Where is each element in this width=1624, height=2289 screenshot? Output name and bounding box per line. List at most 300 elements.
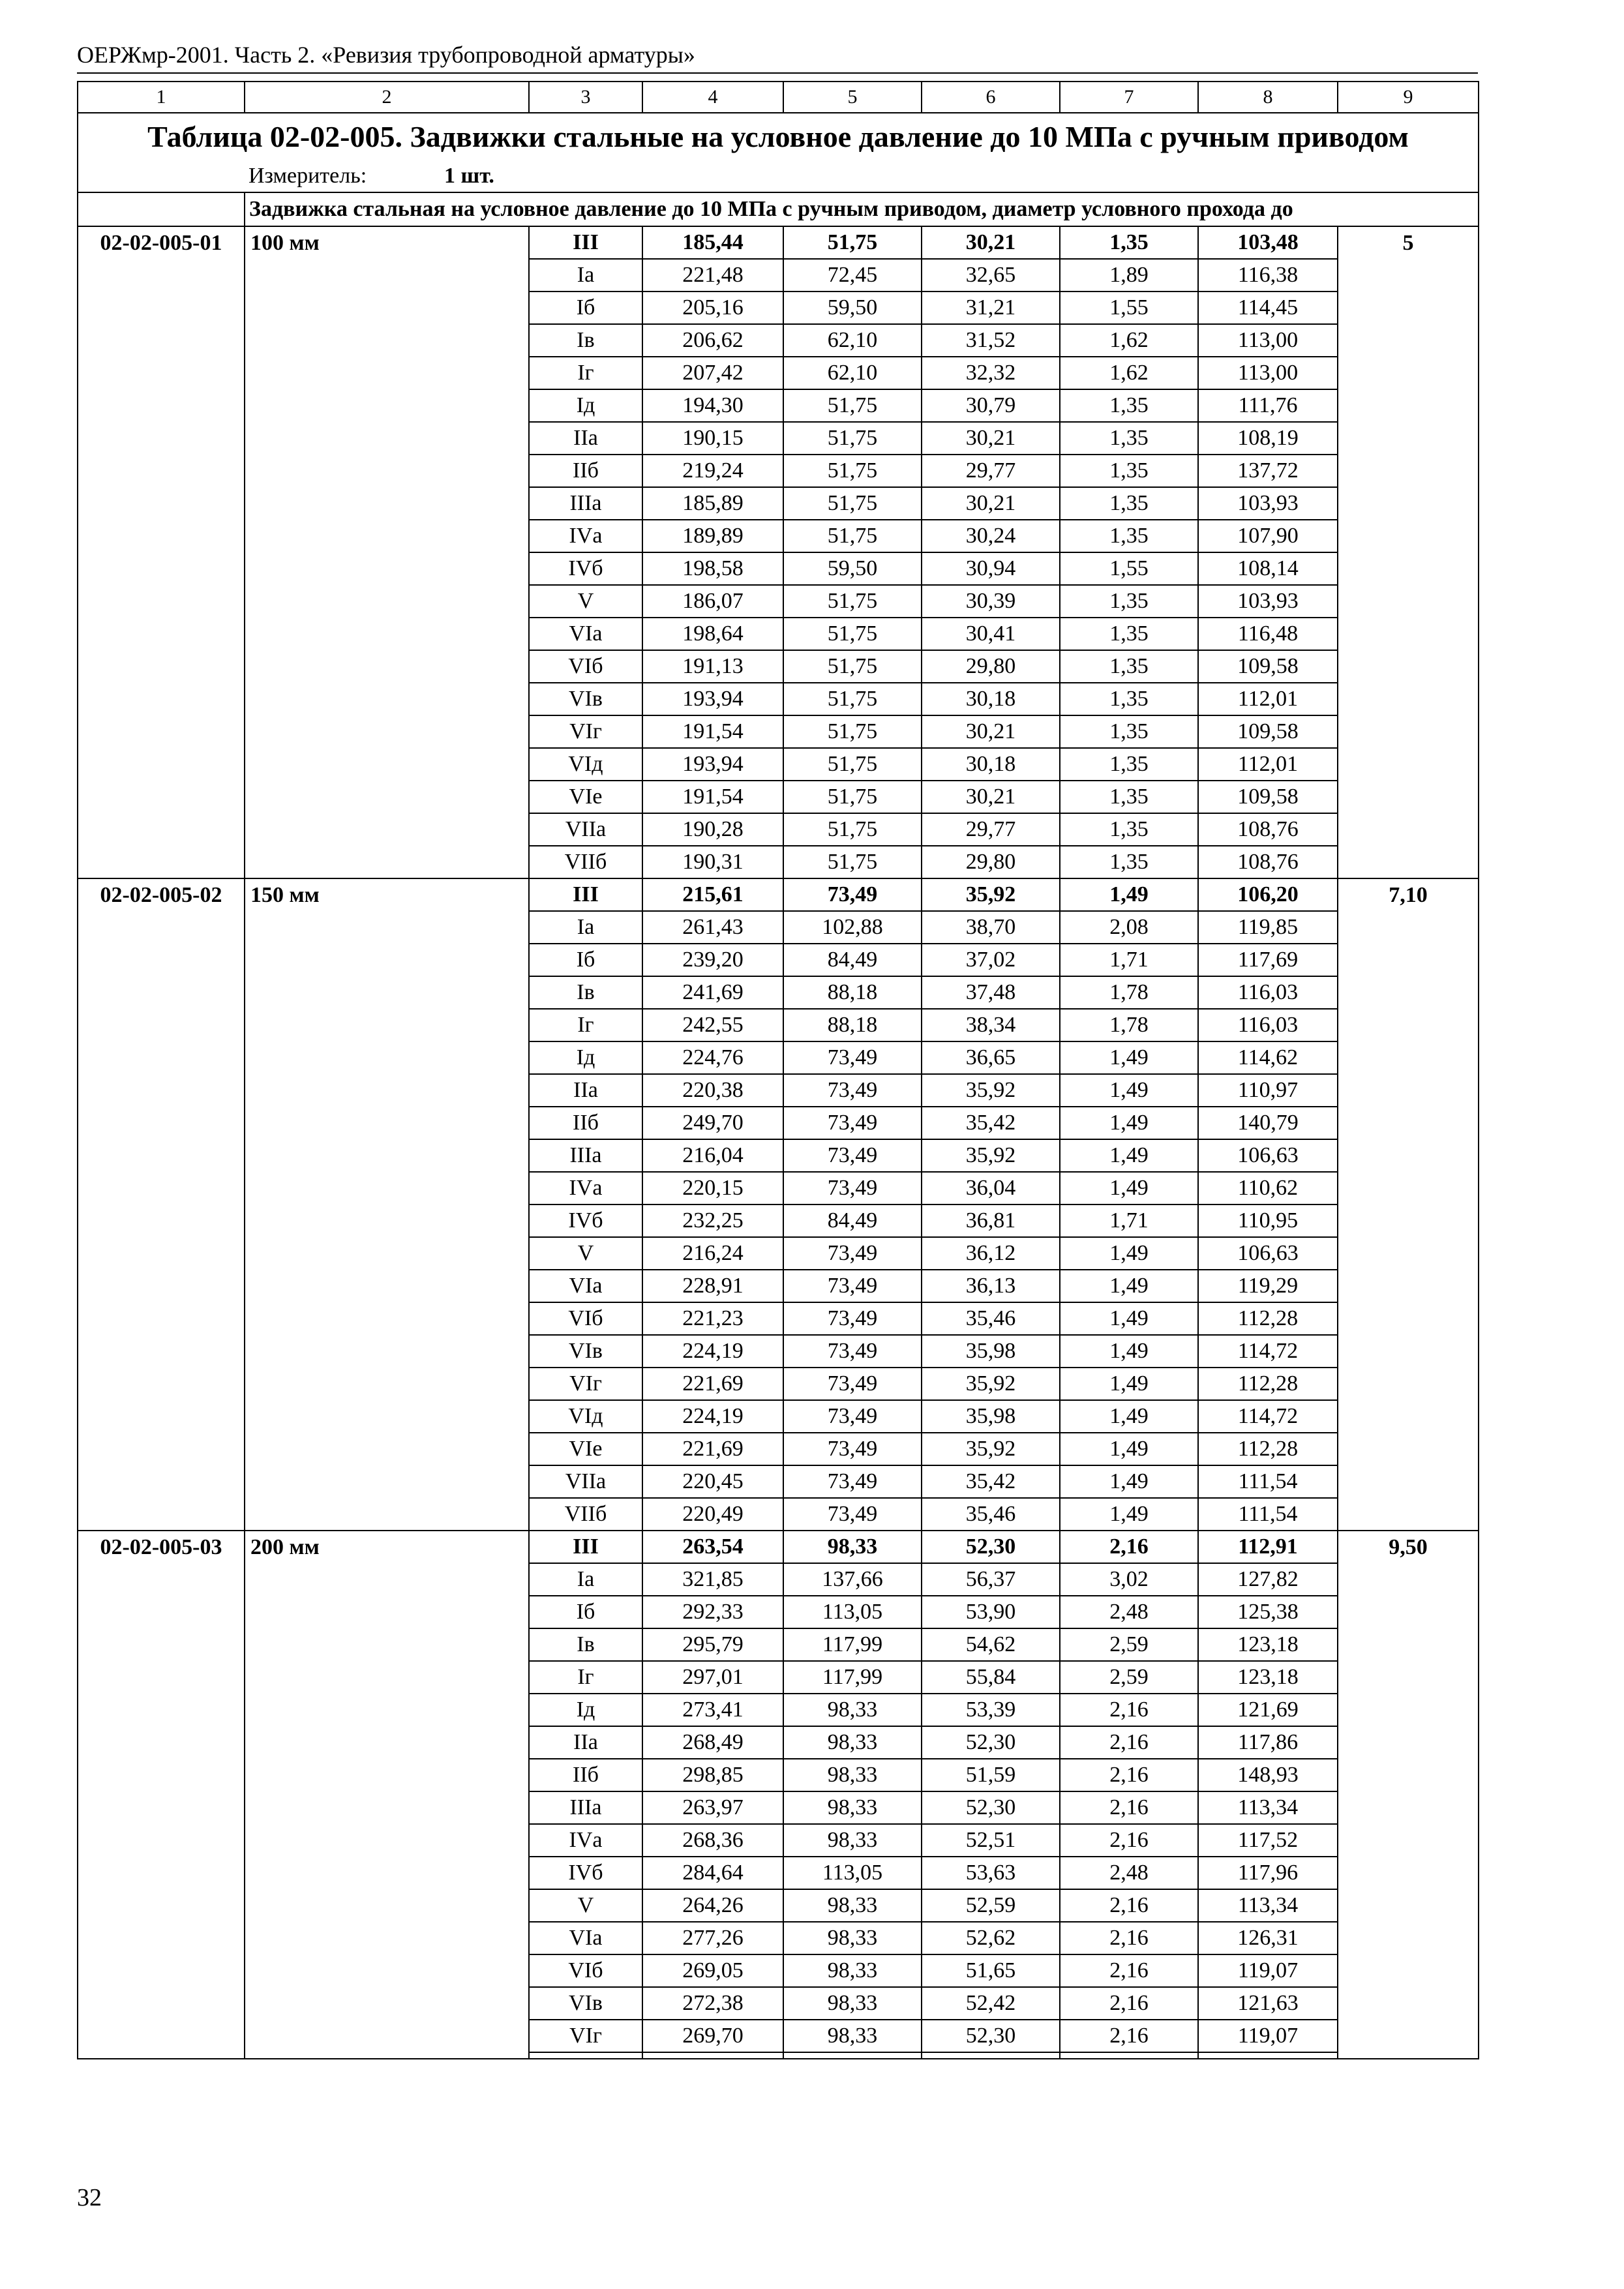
value-col5: 73,49 <box>783 1107 922 1139</box>
value-col4: 193,94 <box>642 748 783 781</box>
value-col6: 30,21 <box>922 781 1060 813</box>
value-col8: 111,54 <box>1198 1498 1338 1531</box>
value-col5: 98,33 <box>783 1791 922 1824</box>
value-col6: 30,24 <box>922 520 1060 552</box>
class-label: Iб <box>529 1596 642 1628</box>
class-label: VIа <box>529 618 642 650</box>
value-col8: 108,76 <box>1198 846 1338 878</box>
class-label: VIа <box>529 1270 642 1302</box>
value-col4: 292,33 <box>642 1596 783 1628</box>
value-col4: 205,16 <box>642 292 783 324</box>
table-bottom-cell <box>783 2052 922 2059</box>
value-col7: 2,59 <box>1060 1628 1198 1661</box>
value-col4: 191,54 <box>642 715 783 748</box>
value-col5: 51,75 <box>783 813 922 846</box>
value-col8: 112,28 <box>1198 1368 1338 1400</box>
class-label: VIд <box>529 748 642 781</box>
table-bottom-cell <box>1198 2052 1338 2059</box>
table-bottom-cell <box>922 2052 1060 2059</box>
value-col8: 112,28 <box>1198 1433 1338 1465</box>
value-col6: 32,65 <box>922 259 1060 292</box>
value-col4: 220,38 <box>642 1074 783 1107</box>
value-col7: 1,35 <box>1060 455 1198 487</box>
table-row <box>78 878 1479 911</box>
value-col4: 224,76 <box>642 1041 783 1074</box>
value-col7: 2,16 <box>1060 1954 1198 1987</box>
value-col8: 148,93 <box>1198 1759 1338 1791</box>
value-col4: 261,43 <box>642 911 783 944</box>
value-col8: 113,34 <box>1198 1791 1338 1824</box>
class-label: IIIа <box>529 487 642 520</box>
class-label: Iв <box>529 1628 642 1661</box>
class-label: VIIа <box>529 1465 642 1498</box>
value-col6: 52,59 <box>922 1889 1060 1922</box>
class-label: IVб <box>529 1204 642 1237</box>
class-label: Iа <box>529 1563 642 1596</box>
value-col6: 31,52 <box>922 324 1060 357</box>
value-col8: 114,45 <box>1198 292 1338 324</box>
value-col5: 51,75 <box>783 585 922 618</box>
value-col8: 119,29 <box>1198 1270 1338 1302</box>
value-col4: 295,79 <box>642 1628 783 1661</box>
value-col4: 272,38 <box>642 1987 783 2020</box>
value-col8: 108,14 <box>1198 552 1338 585</box>
class-label: VIб <box>529 1954 642 1987</box>
value-col7: 1,35 <box>1060 585 1198 618</box>
rates-table <box>77 81 1479 2059</box>
value-col5: 98,33 <box>783 1759 922 1791</box>
column-number-row <box>78 82 1479 113</box>
value-col8: 113,00 <box>1198 324 1338 357</box>
value-col7: 1,49 <box>1060 1400 1198 1433</box>
value-col5: 73,49 <box>783 1237 922 1270</box>
class-label: VIв <box>529 1335 642 1368</box>
value-col6: 53,90 <box>922 1596 1060 1628</box>
value-col4: 189,89 <box>642 520 783 552</box>
value-col5: 84,49 <box>783 1204 922 1237</box>
value-col5: 117,99 <box>783 1628 922 1661</box>
value-col4: 232,25 <box>642 1204 783 1237</box>
value-col5: 62,10 <box>783 324 922 357</box>
measure-value: 1 шт. <box>444 163 494 188</box>
value-col8: 117,52 <box>1198 1824 1338 1857</box>
measure-row <box>78 160 1479 192</box>
value-col4: 198,58 <box>642 552 783 585</box>
value-col7: 2,16 <box>1060 1824 1198 1857</box>
class-label: VIе <box>529 1433 642 1465</box>
value-col5: 113,05 <box>783 1596 922 1628</box>
value-col4: 269,05 <box>642 1954 783 1987</box>
value-col7: 1,49 <box>1060 1139 1198 1172</box>
value-col6: 52,30 <box>922 1726 1060 1759</box>
value-col7: 2,59 <box>1060 1661 1198 1694</box>
value-col4: 242,55 <box>642 1009 783 1041</box>
value-col4: 220,49 <box>642 1498 783 1531</box>
value-col7: 1,89 <box>1060 259 1198 292</box>
value-col7: 1,49 <box>1060 1107 1198 1139</box>
value-col6: 52,51 <box>922 1824 1060 1857</box>
value-col7: 1,35 <box>1060 520 1198 552</box>
class-label: Iв <box>529 324 642 357</box>
value-col6: 36,13 <box>922 1270 1060 1302</box>
class-label: VIг <box>529 2020 642 2052</box>
value-col4: 220,15 <box>642 1172 783 1204</box>
class-label: V <box>529 1237 642 1270</box>
value-col6: 38,34 <box>922 1009 1060 1041</box>
subtitle-row <box>78 192 1479 226</box>
value-col4: 219,24 <box>642 455 783 487</box>
value-col5: 51,75 <box>783 389 922 422</box>
class-label: V <box>529 1889 642 1922</box>
value-col4: 297,01 <box>642 1661 783 1694</box>
value-col6: 30,94 <box>922 552 1060 585</box>
class-label: Iд <box>529 1694 642 1726</box>
value-col7: 1,71 <box>1060 1204 1198 1237</box>
value-col4: 268,49 <box>642 1726 783 1759</box>
rate-code: 02-02-005-02 <box>78 878 245 1531</box>
value-col7: 1,35 <box>1060 813 1198 846</box>
value-col7: 1,62 <box>1060 357 1198 389</box>
value-col4: 221,48 <box>642 259 783 292</box>
column-number: 6 <box>922 82 1060 113</box>
value-col5: 73,49 <box>783 1074 922 1107</box>
value-col6: 32,32 <box>922 357 1060 389</box>
value-col6: 38,70 <box>922 911 1060 944</box>
value-col8: 119,85 <box>1198 911 1338 944</box>
measure-cell <box>245 160 1479 192</box>
value-col4: 239,20 <box>642 944 783 976</box>
value-col5: 59,50 <box>783 552 922 585</box>
value-col8: 112,28 <box>1198 1302 1338 1335</box>
column-number: 1 <box>78 82 245 113</box>
value-col4: 215,61 <box>642 878 783 911</box>
value-col5: 98,33 <box>783 2020 922 2052</box>
value-col7: 1,35 <box>1060 781 1198 813</box>
value-col6: 29,80 <box>922 650 1060 683</box>
value-col6: 35,46 <box>922 1498 1060 1531</box>
class-label: VIв <box>529 683 642 715</box>
class-label: Iд <box>529 1041 642 1074</box>
value-col7: 1,78 <box>1060 976 1198 1009</box>
pipe-diameter: 150 мм <box>245 878 529 1531</box>
value-col8: 113,00 <box>1198 357 1338 389</box>
value-col6: 35,46 <box>922 1302 1060 1335</box>
value-col4: 268,36 <box>642 1824 783 1857</box>
table-subtitle: Задвижка стальная на условное давление до 10 МПа с ручным приводом, диаметр условного прохода до <box>245 192 1479 226</box>
class-label: VIе <box>529 781 642 813</box>
class-label: IIIа <box>529 1139 642 1172</box>
value-col6: 35,92 <box>922 878 1060 911</box>
value-col8: 109,58 <box>1198 715 1338 748</box>
value-col4: 207,42 <box>642 357 783 389</box>
value-col5: 88,18 <box>783 1009 922 1041</box>
value-col8: 114,72 <box>1198 1400 1338 1433</box>
class-label: Iб <box>529 944 642 976</box>
value-col4: 263,97 <box>642 1791 783 1824</box>
table-title-row <box>78 113 1479 160</box>
value-col8: 112,01 <box>1198 683 1338 715</box>
subtitle-spacer <box>78 192 245 226</box>
value-col5: 98,33 <box>783 1531 922 1563</box>
class-label: III <box>529 878 642 911</box>
value-col9: 7,10 <box>1338 878 1479 1531</box>
value-col7: 1,35 <box>1060 650 1198 683</box>
value-col5: 73,49 <box>783 1400 922 1433</box>
value-col8: 108,19 <box>1198 422 1338 455</box>
value-col8: 110,97 <box>1198 1074 1338 1107</box>
class-label: IIб <box>529 1759 642 1791</box>
value-col6: 35,92 <box>922 1433 1060 1465</box>
value-col8: 112,01 <box>1198 748 1338 781</box>
value-col4: 186,07 <box>642 585 783 618</box>
value-col6: 35,42 <box>922 1107 1060 1139</box>
value-col4: 221,69 <box>642 1368 783 1400</box>
value-col7: 1,49 <box>1060 1041 1198 1074</box>
value-col4: 224,19 <box>642 1335 783 1368</box>
value-col6: 35,98 <box>922 1400 1060 1433</box>
value-col5: 88,18 <box>783 976 922 1009</box>
class-label: IVа <box>529 1172 642 1204</box>
value-col6: 36,04 <box>922 1172 1060 1204</box>
value-col7: 2,16 <box>1060 1987 1198 2020</box>
value-col6: 29,77 <box>922 813 1060 846</box>
pipe-diameter: 100 мм <box>245 226 529 878</box>
value-col8: 106,20 <box>1198 878 1338 911</box>
value-col4: 185,44 <box>642 226 783 259</box>
value-col8: 113,34 <box>1198 1889 1338 1922</box>
value-col4: 206,62 <box>642 324 783 357</box>
value-col5: 73,49 <box>783 1368 922 1400</box>
value-col4: 277,26 <box>642 1922 783 1954</box>
value-col5: 137,66 <box>783 1563 922 1596</box>
class-label: IVа <box>529 520 642 552</box>
class-label: Iд <box>529 389 642 422</box>
value-col7: 1,35 <box>1060 748 1198 781</box>
value-col4: 241,69 <box>642 976 783 1009</box>
value-col7: 3,02 <box>1060 1563 1198 1596</box>
table-bottom-cell <box>1060 2052 1198 2059</box>
value-col6: 30,39 <box>922 585 1060 618</box>
value-col5: 51,75 <box>783 618 922 650</box>
value-col8: 108,76 <box>1198 813 1338 846</box>
value-col7: 1,35 <box>1060 226 1198 259</box>
value-col5: 73,49 <box>783 1433 922 1465</box>
value-col6: 31,21 <box>922 292 1060 324</box>
value-col6: 30,41 <box>922 618 1060 650</box>
value-col6: 30,21 <box>922 226 1060 259</box>
table-bottom-cell <box>529 2052 642 2059</box>
value-col4: 263,54 <box>642 1531 783 1563</box>
value-col8: 103,93 <box>1198 585 1338 618</box>
class-label: Iв <box>529 976 642 1009</box>
value-col5: 98,33 <box>783 1726 922 1759</box>
class-label: Iа <box>529 911 642 944</box>
value-col4: 321,85 <box>642 1563 783 1596</box>
value-col8: 111,54 <box>1198 1465 1338 1498</box>
value-col7: 1,35 <box>1060 683 1198 715</box>
column-number: 8 <box>1198 82 1338 113</box>
value-col4: 249,70 <box>642 1107 783 1139</box>
value-col8: 123,18 <box>1198 1628 1338 1661</box>
value-col6: 52,62 <box>922 1922 1060 1954</box>
value-col7: 1,49 <box>1060 1498 1198 1531</box>
value-col8: 109,58 <box>1198 650 1338 683</box>
column-number: 4 <box>642 82 783 113</box>
class-label: III <box>529 1531 642 1563</box>
value-col4: 273,41 <box>642 1694 783 1726</box>
value-col6: 51,65 <box>922 1954 1060 1987</box>
class-label: VIг <box>529 1368 642 1400</box>
value-col6: 30,18 <box>922 683 1060 715</box>
value-col7: 1,55 <box>1060 552 1198 585</box>
value-col4: 284,64 <box>642 1857 783 1889</box>
value-col5: 51,75 <box>783 683 922 715</box>
value-col6: 52,42 <box>922 1987 1060 2020</box>
value-col8: 114,72 <box>1198 1335 1338 1368</box>
measure-spacer <box>78 160 245 192</box>
value-col7: 2,16 <box>1060 1726 1198 1759</box>
value-col4: 224,19 <box>642 1400 783 1433</box>
value-col6: 52,30 <box>922 1531 1060 1563</box>
value-col5: 98,33 <box>783 1922 922 1954</box>
value-col5: 98,33 <box>783 1889 922 1922</box>
value-col4: 191,13 <box>642 650 783 683</box>
value-col8: 119,07 <box>1198 1954 1338 1987</box>
value-col5: 51,75 <box>783 520 922 552</box>
value-col8: 116,38 <box>1198 259 1338 292</box>
value-col8: 127,82 <box>1198 1563 1338 1596</box>
value-col5: 73,49 <box>783 1172 922 1204</box>
value-col7: 1,49 <box>1060 1335 1198 1368</box>
value-col5: 73,49 <box>783 1270 922 1302</box>
value-col8: 112,91 <box>1198 1531 1338 1563</box>
value-col5: 51,75 <box>783 650 922 683</box>
column-number: 7 <box>1060 82 1198 113</box>
value-col5: 98,33 <box>783 1824 922 1857</box>
value-col7: 1,49 <box>1060 1237 1198 1270</box>
value-col8: 117,96 <box>1198 1857 1338 1889</box>
value-col7: 1,49 <box>1060 1302 1198 1335</box>
column-number: 5 <box>783 82 922 113</box>
value-col8: 123,18 <box>1198 1661 1338 1694</box>
value-col6: 54,62 <box>922 1628 1060 1661</box>
value-col6: 36,65 <box>922 1041 1060 1074</box>
value-col7: 2,16 <box>1060 1531 1198 1563</box>
class-label: IIа <box>529 422 642 455</box>
class-label: VIIа <box>529 813 642 846</box>
value-col7: 2,08 <box>1060 911 1198 944</box>
value-col7: 1,71 <box>1060 944 1198 976</box>
value-col5: 98,33 <box>783 1987 922 2020</box>
class-label: Iб <box>529 292 642 324</box>
column-number: 2 <box>245 82 529 113</box>
value-col6: 29,77 <box>922 455 1060 487</box>
value-col6: 52,30 <box>922 2020 1060 2052</box>
value-col6: 30,79 <box>922 389 1060 422</box>
class-label: IIа <box>529 1726 642 1759</box>
class-label: VIб <box>529 1302 642 1335</box>
class-label: VIIб <box>529 1498 642 1531</box>
value-col4: 190,31 <box>642 846 783 878</box>
value-col7: 1,62 <box>1060 324 1198 357</box>
measure-label: Измеритель: <box>248 163 367 188</box>
value-col9: 9,50 <box>1338 1531 1479 2059</box>
class-label: IIб <box>529 455 642 487</box>
value-col6: 36,81 <box>922 1204 1060 1237</box>
value-col6: 35,92 <box>922 1139 1060 1172</box>
value-col5: 51,75 <box>783 487 922 520</box>
class-label: IIIа <box>529 1791 642 1824</box>
value-col8: 114,62 <box>1198 1041 1338 1074</box>
value-col4: 193,94 <box>642 683 783 715</box>
value-col8: 111,76 <box>1198 389 1338 422</box>
value-col5: 59,50 <box>783 292 922 324</box>
value-col8: 140,79 <box>1198 1107 1338 1139</box>
table-title: Таблица 02-02-005. Задвижки стальные на условное давление до 10 МПа с ручным приводом <box>78 113 1479 160</box>
value-col6: 37,48 <box>922 976 1060 1009</box>
value-col6: 35,42 <box>922 1465 1060 1498</box>
value-col4: 190,28 <box>642 813 783 846</box>
value-col6: 29,80 <box>922 846 1060 878</box>
value-col7: 1,49 <box>1060 1172 1198 1204</box>
value-col4: 298,85 <box>642 1759 783 1791</box>
value-col7: 1,35 <box>1060 715 1198 748</box>
pipe-diameter: 200 мм <box>245 1531 529 2059</box>
value-col5: 51,75 <box>783 226 922 259</box>
value-col5: 98,33 <box>783 1694 922 1726</box>
value-col7: 2,16 <box>1060 1889 1198 1922</box>
value-col5: 102,88 <box>783 911 922 944</box>
page-number: 32 <box>77 2184 102 2211</box>
value-col4: 216,04 <box>642 1139 783 1172</box>
value-col8: 106,63 <box>1198 1237 1338 1270</box>
value-col4: 216,24 <box>642 1237 783 1270</box>
value-col4: 228,91 <box>642 1270 783 1302</box>
class-label: III <box>529 226 642 259</box>
value-col7: 1,49 <box>1060 1465 1198 1498</box>
value-col6: 30,21 <box>922 715 1060 748</box>
table-row <box>78 1531 1479 1563</box>
value-col7: 2,16 <box>1060 1694 1198 1726</box>
value-col4: 185,89 <box>642 487 783 520</box>
value-col5: 73,49 <box>783 1302 922 1335</box>
class-label: VIа <box>529 1922 642 1954</box>
class-label: V <box>529 585 642 618</box>
value-col5: 73,49 <box>783 1335 922 1368</box>
value-col4: 221,69 <box>642 1433 783 1465</box>
class-label: Iг <box>529 357 642 389</box>
value-col8: 121,69 <box>1198 1694 1338 1726</box>
value-col4: 221,23 <box>642 1302 783 1335</box>
value-col7: 1,55 <box>1060 292 1198 324</box>
value-col8: 125,38 <box>1198 1596 1338 1628</box>
class-label: IVб <box>529 1857 642 1889</box>
class-label: IIб <box>529 1107 642 1139</box>
class-label: Iг <box>529 1661 642 1694</box>
value-col4: 191,54 <box>642 781 783 813</box>
value-col5: 51,75 <box>783 422 922 455</box>
value-col6: 35,98 <box>922 1335 1060 1368</box>
value-col6: 53,39 <box>922 1694 1060 1726</box>
value-col8: 117,69 <box>1198 944 1338 976</box>
value-col7: 1,35 <box>1060 422 1198 455</box>
class-label: VIд <box>529 1400 642 1433</box>
class-label: VIв <box>529 1987 642 2020</box>
value-col8: 106,63 <box>1198 1139 1338 1172</box>
value-col7: 2,48 <box>1060 1857 1198 1889</box>
table-body <box>78 82 1479 2059</box>
value-col7: 2,16 <box>1060 2020 1198 2052</box>
